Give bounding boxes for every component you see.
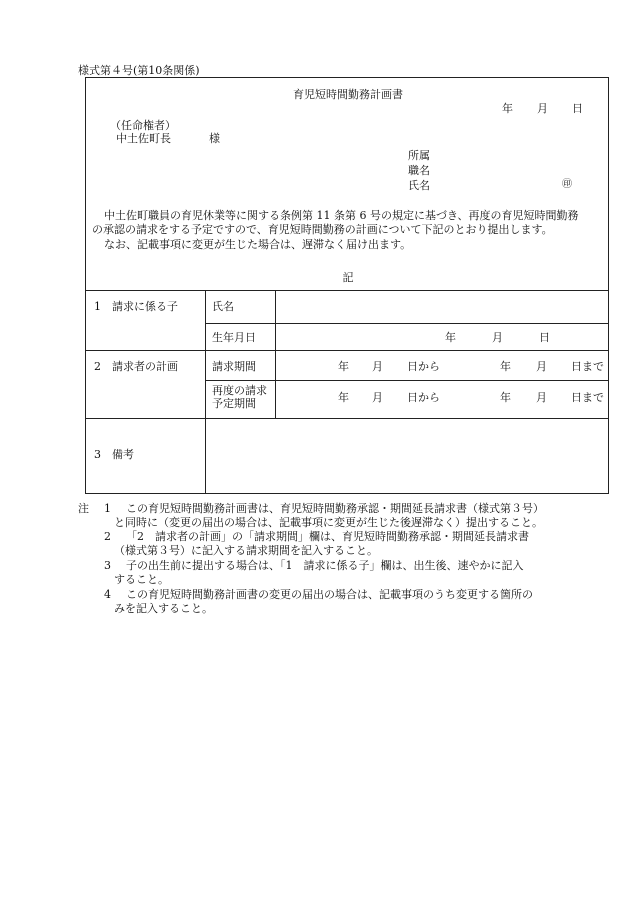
re-request-period-label-line2: 予定期間: [212, 397, 256, 410]
section-plan-label: 2 請求者の計画: [94, 360, 178, 373]
re-period-from-month: 月: [372, 391, 383, 404]
date-month-label: 月: [537, 102, 548, 115]
appointer-label: （任命権者）: [110, 119, 176, 132]
table-row-divider: [205, 323, 608, 324]
body-paragraph-line: の承認の請求をする予定ですので、育児短時間勤務の計画について下記のとおり提出します。: [92, 223, 553, 236]
dob-year-label: 年: [445, 331, 456, 344]
body-paragraph-line: 中土佐町職員の育児休業等に関する条例第 11 条第 6 号の規定に基づき、再度の育児短時間勤務: [104, 209, 579, 222]
date-year-label: 年: [502, 102, 513, 115]
table-column-divider: [205, 290, 206, 494]
applicant-name-label: 氏名: [408, 179, 430, 192]
table-section-divider: [86, 418, 608, 419]
job-title-label: 職名: [408, 164, 430, 177]
note-number: 2: [104, 530, 111, 543]
addressee-name: 中土佐町長: [116, 132, 171, 145]
period-from-day: 日から: [407, 360, 440, 373]
section-child-label: 1 請求に係る子: [94, 300, 178, 313]
note-text: この育児短時間勤務計画書の変更の届出の場合は、記載事項のうち変更する箇所の: [126, 588, 533, 601]
note-text: と同時に（変更の届出の場合は、記載事項に変更が生じた後遅滞なく）提出すること。: [114, 516, 543, 529]
document-title: 育児短時間勤務計画書: [293, 88, 403, 101]
period-from-year: 年: [338, 360, 349, 373]
notes-prefix: 注: [78, 502, 89, 515]
form-frame: [85, 77, 609, 494]
table-row-divider: [205, 380, 608, 381]
addressee-honorific: 様: [209, 132, 220, 145]
period-from-month: 月: [372, 360, 383, 373]
re-request-period-label: 再度の請求: [212, 384, 267, 397]
note-text: この育児短時間勤務計画書は、育児短時間勤務承認・期間延長請求書（様式第３号）: [126, 502, 544, 515]
note-number: 1: [104, 502, 111, 515]
table-top-border: [86, 290, 608, 291]
note-number: 3: [104, 559, 111, 572]
record-mark: 記: [342, 271, 354, 284]
re-period-from-year: 年: [338, 391, 349, 404]
re-period-to-day: 日まで: [571, 391, 604, 404]
re-period-to-month: 月: [536, 391, 547, 404]
request-period-label: 請求期間: [212, 360, 256, 373]
re-period-from-day: 日から: [407, 391, 440, 404]
note-text: みを記入すること。: [114, 602, 213, 615]
affiliation-label: 所属: [408, 149, 430, 162]
dob-day-label: 日: [539, 331, 550, 344]
dob-month-label: 月: [492, 331, 503, 344]
section-remarks-label: 3 備考: [94, 448, 134, 461]
period-to-year: 年: [500, 360, 511, 373]
note-text: 「2 請求者の計画」の「請求期間」欄は、育児短時間勤務承認・期間延長請求書: [126, 530, 529, 543]
date-day-label: 日: [572, 102, 583, 115]
child-name-label: 氏名: [212, 300, 234, 313]
note-text: （様式第３号）に記入する請求期間を記入すること。: [114, 544, 378, 557]
seal-mark: ㊞: [562, 179, 572, 190]
table-column-divider: [275, 290, 276, 418]
note-text: 子の出生前に提出する場合は、「1 請求に係る子」欄は、出生後、速やかに記入: [126, 559, 524, 572]
re-period-to-year: 年: [500, 391, 511, 404]
note-text: すること。: [114, 573, 169, 586]
note-number: 4: [104, 588, 111, 601]
period-to-day: 日まで: [571, 360, 604, 373]
child-dob-label: 生年月日: [212, 331, 256, 344]
body-paragraph-line: なお、記載事項に変更が生じた場合は、遅滞なく届け出ます。: [104, 238, 412, 251]
table-section-divider: [86, 350, 608, 351]
form-number-label: 様式第４号(第10条関係): [78, 64, 200, 77]
period-to-month: 月: [536, 360, 547, 373]
